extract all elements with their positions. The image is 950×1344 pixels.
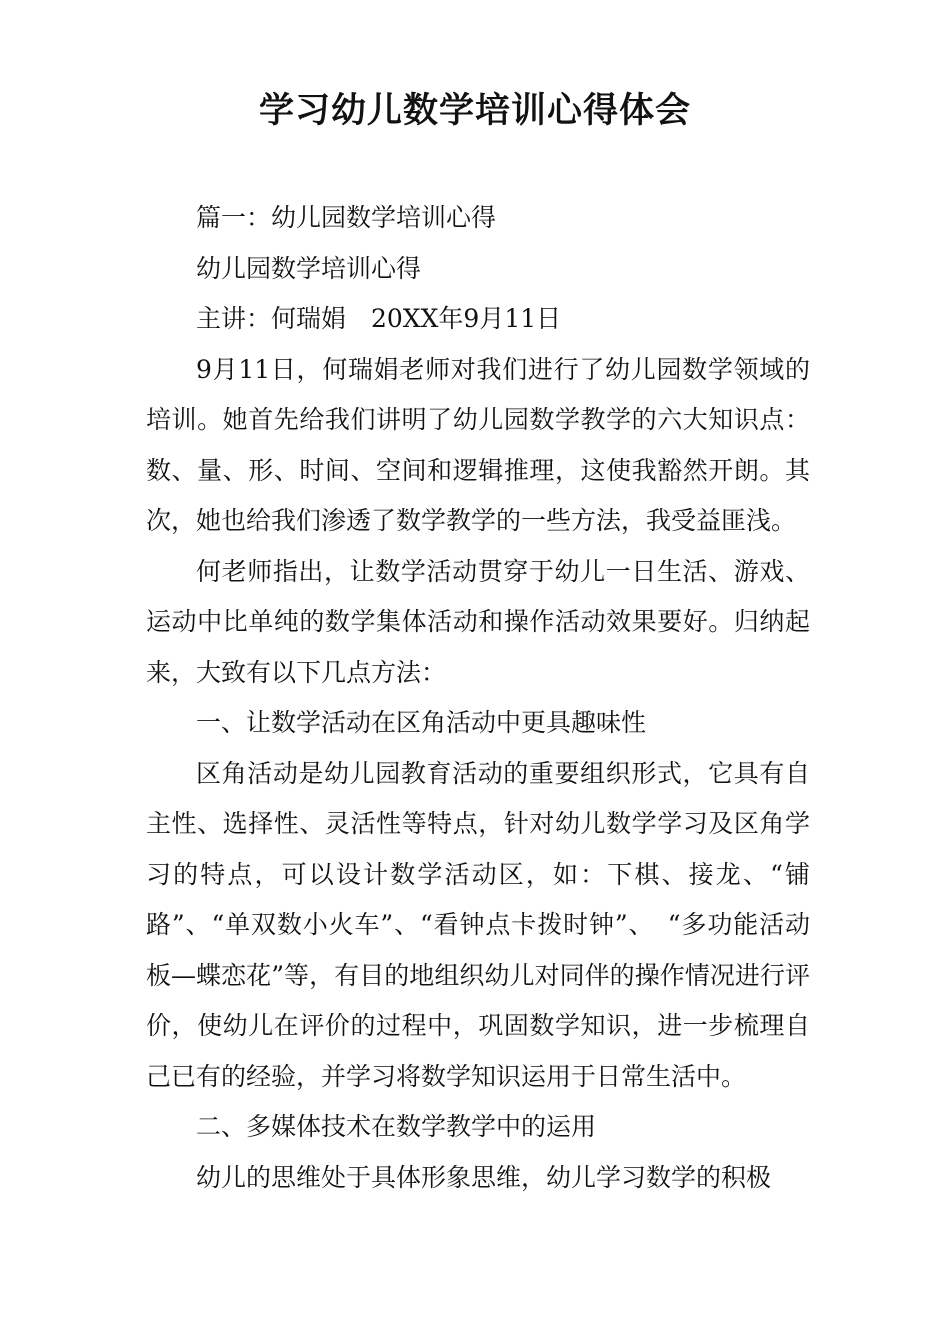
point-heading: 二、多媒体技术在数学教学中的运用	[196, 1112, 597, 1141]
speaker-line: 主讲：何瑞娟 20XX年9月11日	[196, 304, 562, 333]
paragraph: 9月11日，何瑞娟老师对我们进行了幼儿园数学领域的培训。她首先给我们讲明了幼儿园数学教学的六大知识点：数、量、形、时间、空间和逻辑推理，这使我豁然开朗。其次，她也给我们渗透了数学教学的一些方法，我受益匪浅。	[146, 354, 810, 535]
paragraph: 何老师指出，让数学活动贯穿于幼儿一日生活、游戏、运动中比单纯的数学集体活动和操作活动效果要好。归纳起来，大致有以下几点方法：	[146, 556, 810, 687]
document-title: 学习幼儿数学培训心得体会	[258, 91, 691, 131]
paragraph: 幼儿的思维处于具体形象思维，幼儿学习数学的积极	[196, 1162, 772, 1192]
document-body	[146, 193, 810, 1203]
section-heading: 篇一：幼儿园数学培训心得	[196, 203, 497, 232]
point-heading: 一、让数学活动在区角活动中更具趣味性	[196, 708, 647, 737]
subtitle: 幼儿园数学培训心得	[196, 253, 422, 283]
paragraph: 区角活动是幼儿园教育活动的重要组织形式，它具有自主性、选择性、灵活性等特点，针对幼儿数学学习及区角学习的特点，可以设计数学活动区，如：下棋、接龙、“铺路”、“单双数小火车”、“看钟点卡拨时钟”、 “多功能活动板—蝶恋花”等，有目的地组织幼儿对同伴的操作情况进行评价，使幼儿在评价的过程中，巩固数学知识，进一步梳理自己已有的经验，并学习将数学知识运用于日常生活中。	[146, 758, 810, 1091]
